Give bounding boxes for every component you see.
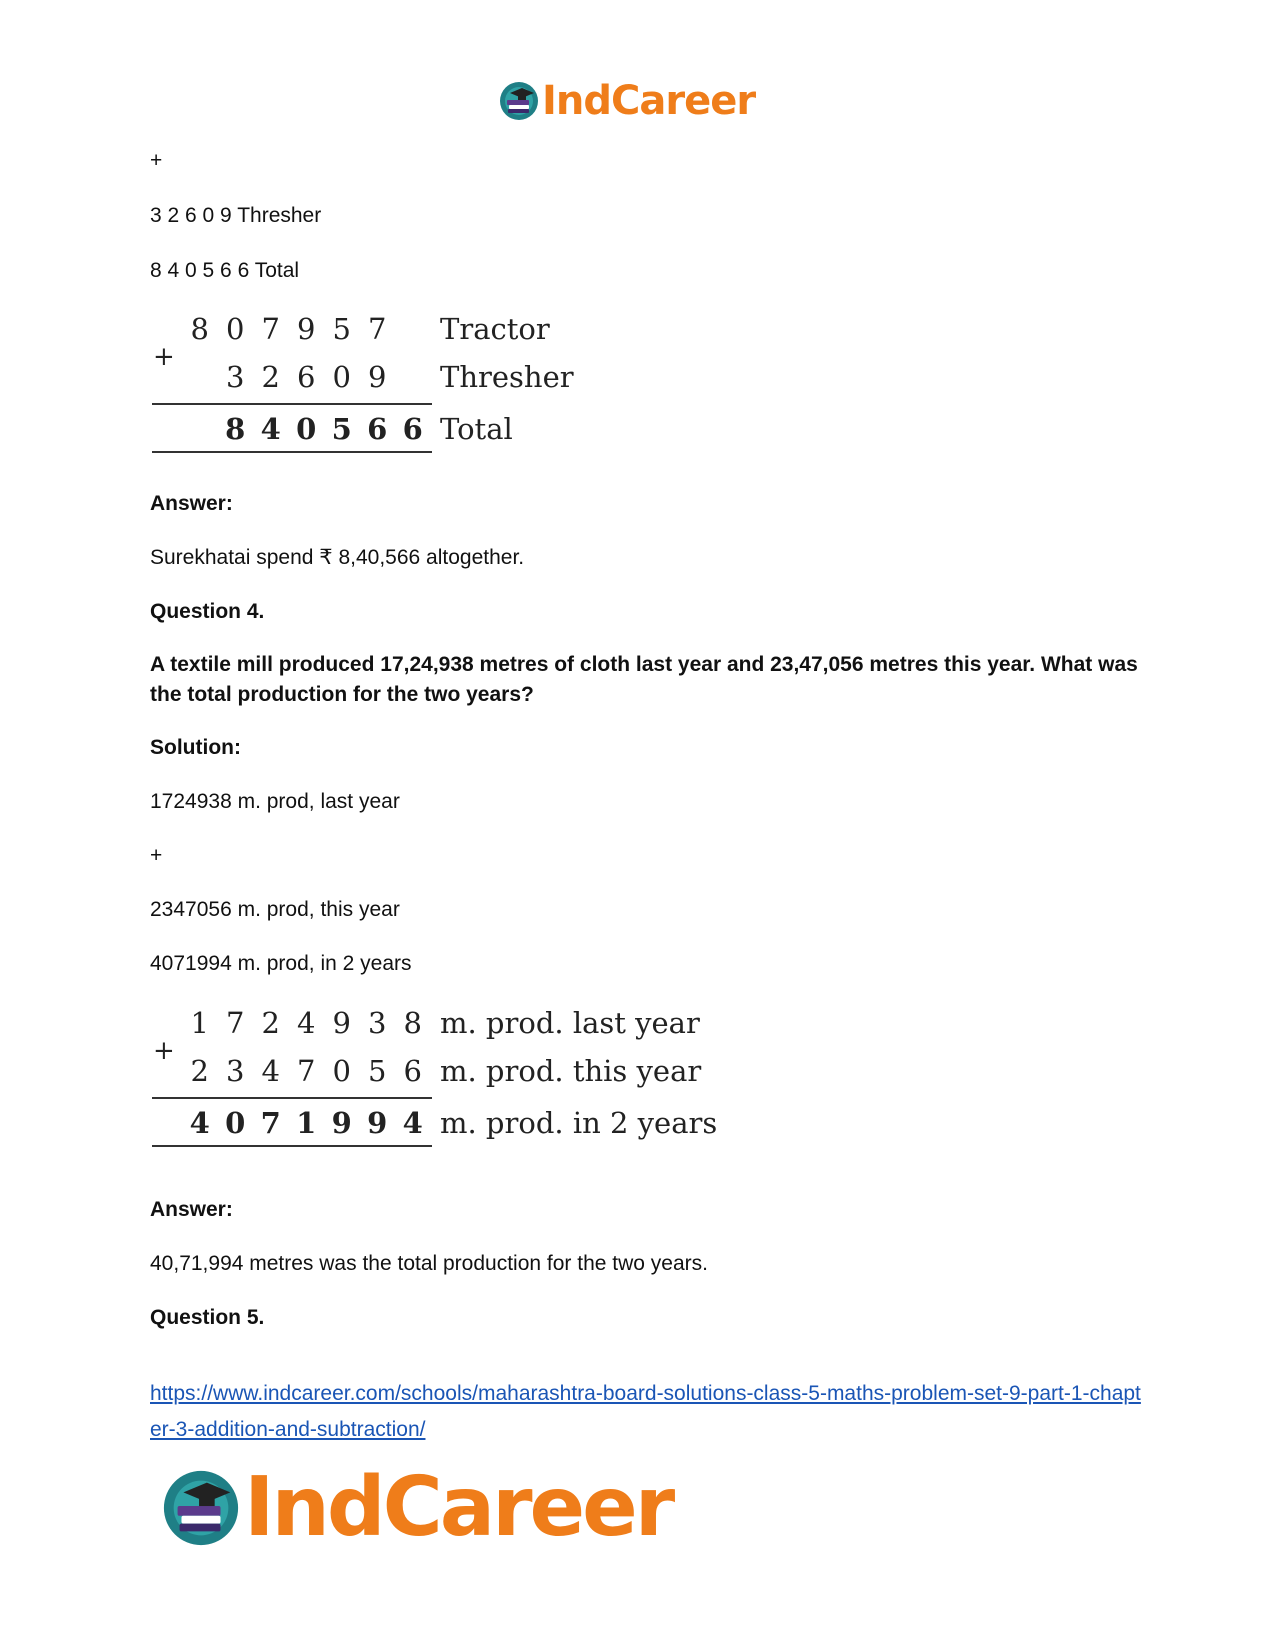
solution-line-this-year: 2347056 m. prod, this year: [150, 898, 400, 921]
solution-line-last-year: 1724938 m. prod, last year: [150, 790, 400, 813]
plus-sign: +: [150, 149, 163, 172]
digit: 8: [403, 1006, 422, 1040]
thresher-line: 3 2 6 0 9 Thresher: [150, 204, 322, 227]
label-last-year: m. prod. last year: [440, 1006, 700, 1040]
digits-row-tractor: [182, 312, 395, 346]
digit: 3: [226, 1054, 245, 1088]
digit: 7: [297, 1054, 316, 1088]
digits-row-total: [218, 412, 431, 446]
digit: 7: [226, 1006, 245, 1040]
logo-text: IndCareer: [244, 1460, 673, 1555]
digit: 0: [225, 1106, 246, 1140]
digit: 7: [261, 312, 280, 346]
solution-label: Solution:: [150, 736, 241, 759]
digit: 4: [189, 1106, 210, 1140]
question-text: A textile mill produced 17,24,938 metres of cloth last year and 23,47,056 metres this year. What was the total production for the two years?: [150, 653, 1138, 706]
answer-text: Surekhatai spend ₹ 8,40,566 altogether.: [150, 546, 525, 569]
plus-operator: +: [153, 342, 175, 372]
label-total: Total: [440, 412, 513, 446]
digits-row-two-years: [182, 1106, 431, 1140]
sum-rule-top: [152, 1097, 432, 1099]
plus-operator: +: [153, 1036, 175, 1066]
sum-rule-bottom: [152, 451, 432, 453]
digit: 2: [190, 1054, 209, 1088]
digits-row-last-year: [182, 1006, 431, 1040]
digit: 6: [297, 360, 316, 394]
graduation-book-icon: [498, 80, 540, 122]
footer-logo: [160, 1460, 672, 1555]
answer-text: 40,71,994 metres was the total production for the two years.: [150, 1252, 708, 1275]
addition-figure-production: [150, 1004, 718, 1154]
digit: 0: [332, 360, 351, 394]
total-line: 8 4 0 5 6 6 Total: [150, 259, 300, 282]
digit: 9: [367, 1106, 388, 1140]
label-thresher: Thresher: [440, 360, 574, 394]
digit: 9: [297, 312, 316, 346]
label-tractor: Tractor: [440, 312, 550, 346]
answer-label: Answer:: [150, 492, 233, 515]
digit: 7: [368, 312, 387, 346]
question-heading: Question 5.: [150, 1306, 265, 1329]
question-heading: Question 4.: [150, 600, 265, 623]
logo-text: IndCareer: [542, 78, 756, 124]
digit: 8: [225, 412, 246, 446]
digit: 3: [368, 1006, 387, 1040]
answer-label: Answer:: [150, 1198, 233, 1221]
digit: 1: [190, 1006, 209, 1040]
digit: 2: [261, 360, 280, 394]
digit: 3: [226, 360, 245, 394]
digit: 6: [367, 412, 388, 446]
sum-rule-bottom: [152, 1145, 432, 1147]
source-url-link[interactable]: https://www.indcareer.com/schools/maharashtra-board-solutions-class-5-maths-problem-set-9-part-1-chapter-3-addition-and-subtraction/: [150, 1382, 1141, 1441]
digit: 4: [260, 412, 281, 446]
digit: 9: [331, 1106, 352, 1140]
label-this-year: m. prod. this year: [440, 1054, 702, 1088]
digit: 5: [332, 312, 351, 346]
header-logo: [498, 78, 755, 124]
digit: 2: [261, 1006, 280, 1040]
digit: 0: [332, 1054, 351, 1088]
digit: 5: [331, 412, 352, 446]
digit: 8: [190, 312, 209, 346]
digit: 7: [260, 1106, 281, 1140]
digits-row-this-year: [182, 1054, 431, 1088]
digits-row-thresher: [218, 360, 396, 394]
graduation-book-icon: [160, 1467, 242, 1549]
digit: 4: [297, 1006, 316, 1040]
label-two-years: m. prod. in 2 years: [440, 1106, 718, 1140]
digit: 1: [296, 1106, 317, 1140]
digit: 0: [296, 412, 317, 446]
addition-figure-tractor: [150, 310, 580, 460]
digit: 0: [226, 312, 245, 346]
digit: 9: [332, 1006, 351, 1040]
plus-sign: +: [150, 844, 163, 867]
digit: 6: [402, 412, 423, 446]
digit: 9: [368, 360, 387, 394]
digit: 6: [403, 1054, 422, 1088]
digit: 4: [402, 1106, 423, 1140]
sum-rule-top: [152, 403, 432, 405]
digit: 5: [368, 1054, 387, 1088]
digit: 4: [261, 1054, 280, 1088]
solution-line-total: 4071994 m. prod, in 2 years: [150, 952, 412, 975]
